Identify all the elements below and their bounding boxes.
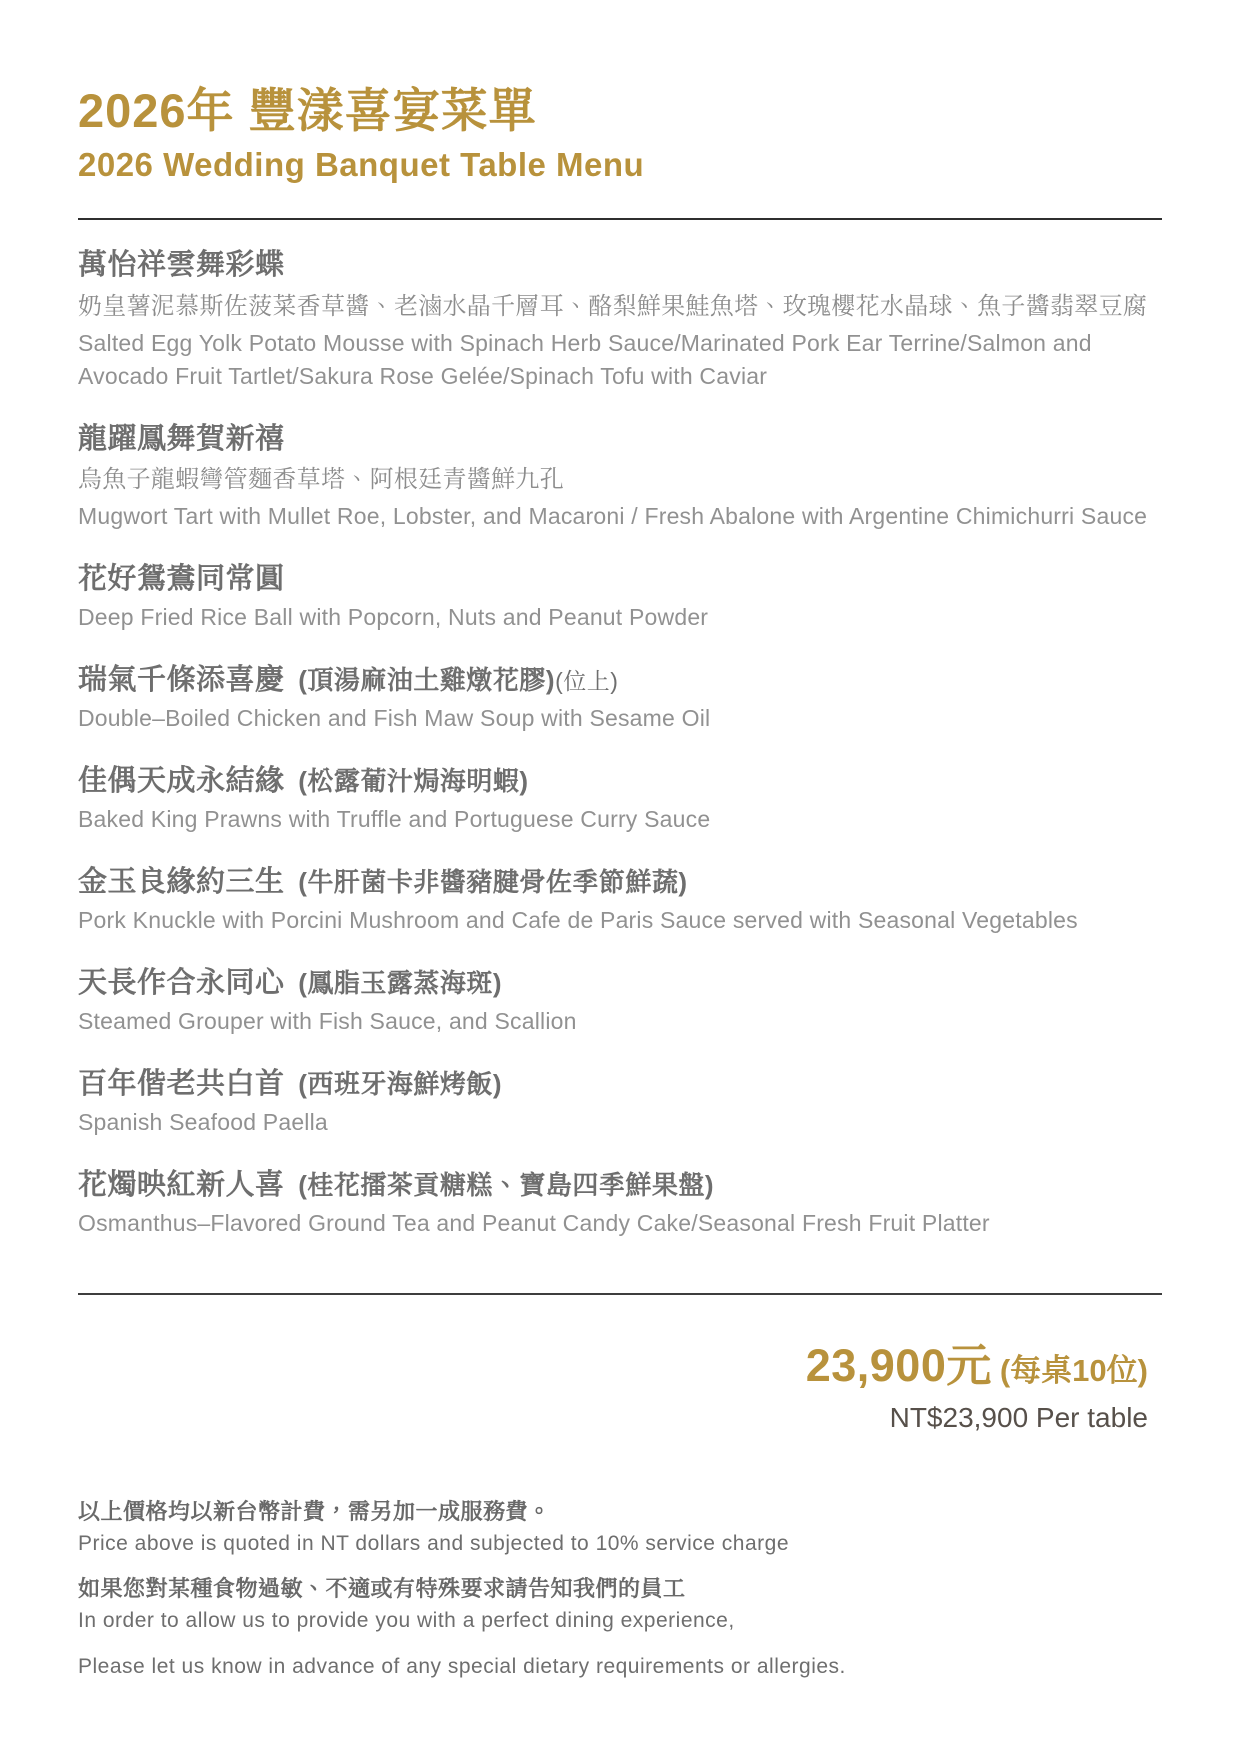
dish-name bbox=[78, 662, 1162, 700]
page-title-en: 2026 Wedding Banquet Table Menu bbox=[78, 146, 645, 184]
dish-name-zh: 花燭映紅新人喜 bbox=[78, 1168, 285, 1201]
footer-note-en: In order to allow us to provide you with a perfect dining experience, bbox=[78, 1609, 735, 1633]
dish-name bbox=[78, 864, 1162, 902]
menu-item bbox=[78, 864, 1162, 938]
dish-description-en: Spanish Seafood Paella bbox=[78, 1109, 328, 1136]
footer-notes bbox=[78, 1496, 1162, 1682]
price-line bbox=[78, 1329, 1148, 1394]
dish-description-en: Salted Egg Yolk Potato Mousse with Spinach Herb Sauce/Marinated Pork Ear Terrine/Salmon and Avocado Fruit Tartlet/Sakura Rose Gelée/Spinach Tofu with Caviar bbox=[78, 329, 1092, 390]
footer-note-en: Price above is quoted in NT dollars and subjected to 10% service charge bbox=[78, 1531, 789, 1555]
dish-name-sub-zh: (西班牙海鮮烤飯) bbox=[290, 1068, 503, 1099]
dish-name-zh: 花好鴛鴦同常圓 bbox=[78, 562, 285, 595]
footer-note-en: Please let us know in advance of any special dietary requirements or allergies. bbox=[78, 1654, 846, 1678]
dish-description-en: Double–Boiled Chicken and Fish Maw Soup with Sesame Oil bbox=[78, 705, 711, 732]
dish-name-sub-zh: (鳳脂玉露蒸海斑) bbox=[290, 967, 503, 998]
menu-item bbox=[78, 1167, 1162, 1241]
menu-item bbox=[78, 561, 1162, 635]
menu-item bbox=[78, 247, 1162, 393]
price-per-table-note: (每桌10位) bbox=[999, 1352, 1148, 1388]
dish-name-zh: 萬怡祥雲舞彩蝶 bbox=[78, 249, 285, 282]
menu-item bbox=[78, 763, 1162, 837]
menu-item bbox=[78, 662, 1162, 736]
dish-name-zh: 瑞氣千條添喜慶 bbox=[78, 663, 285, 696]
dish-name bbox=[78, 1066, 1162, 1104]
dish-name-serving-note: (位上) bbox=[555, 667, 619, 694]
menu-header bbox=[78, 84, 1162, 184]
dish-list bbox=[78, 247, 1162, 1241]
price-amount: 23,900元 bbox=[805, 1339, 992, 1391]
dish-name bbox=[78, 247, 1162, 285]
dish-description-en: Steamed Grouper with Fish Sauce, and Scallion bbox=[78, 1008, 577, 1035]
dish-name-zh: 佳偶天成永結緣 bbox=[78, 764, 285, 797]
dish-name-sub-zh: (松露葡汁焗海明蝦) bbox=[290, 765, 529, 796]
dish-name-sub-zh: (牛肝菌卡非醬豬腱骨佐季節鮮蔬) bbox=[290, 866, 688, 897]
dish-description-en: Osmanthus–Flavored Ground Tea and Peanut Candy Cake/Seasonal Fresh Fruit Platter bbox=[78, 1210, 990, 1237]
footer-note-zh: 如果您對某種食物過敏、不適或有特殊要求請告知我們的員工 bbox=[78, 1576, 686, 1602]
price-divider bbox=[78, 1293, 1162, 1295]
page-title-zh: 2026年 豐漾喜宴菜單 bbox=[78, 84, 537, 137]
dish-name-zh: 百年偕老共白首 bbox=[78, 1067, 285, 1100]
menu-item bbox=[78, 421, 1162, 534]
dish-name bbox=[78, 1167, 1162, 1205]
dish-name bbox=[78, 965, 1162, 1003]
dish-name bbox=[78, 421, 1162, 459]
dish-description-zh: 烏魚子龍蝦彎管麵香草塔、阿根廷青醬鮮九孔 bbox=[78, 466, 564, 494]
dish-description-en: Mugwort Tart with Mullet Roe, Lobster, and Macaroni / Fresh Abalone with Argentine Chimichurri Sauce bbox=[78, 503, 1148, 530]
dish-description-zh: 奶皇薯泥慕斯佐菠菜香草醬、老滷水晶千層耳、酪梨鮮果鮭魚塔、玫瑰櫻花水晶球、魚子醬翡翠豆腐 bbox=[78, 292, 1148, 320]
price-english: NT$23,900 Per table bbox=[889, 1401, 1148, 1433]
dish-name-sub-zh: (桂花擂茶貢糖糕、寶島四季鮮果盤) bbox=[290, 1169, 715, 1200]
dish-description-en: Deep Fried Rice Ball with Popcorn, Nuts and Peanut Powder bbox=[78, 604, 709, 631]
price-block bbox=[78, 1329, 1162, 1434]
dish-name bbox=[78, 561, 1162, 599]
dish-name bbox=[78, 763, 1162, 801]
menu-item bbox=[78, 1066, 1162, 1140]
dish-description-en: Pork Knuckle with Porcini Mushroom and Cafe de Paris Sauce served with Seasonal Vegetables bbox=[78, 907, 1078, 934]
footer-note-zh: 以上價格均以新台幣計費，需另加一成服務費。 bbox=[78, 1498, 551, 1524]
header-divider bbox=[78, 218, 1162, 220]
dish-name-zh: 金玉良緣約三生 bbox=[78, 865, 285, 898]
menu-item bbox=[78, 965, 1162, 1039]
dish-name-zh: 天長作合永同心 bbox=[78, 966, 285, 999]
dish-name-zh: 龍躍鳳舞賀新禧 bbox=[78, 422, 285, 455]
dish-name-sub-zh: (頂湯麻油土雞燉花膠) bbox=[290, 664, 556, 695]
dish-description-en: Baked King Prawns with Truffle and Portuguese Curry Sauce bbox=[78, 806, 711, 833]
